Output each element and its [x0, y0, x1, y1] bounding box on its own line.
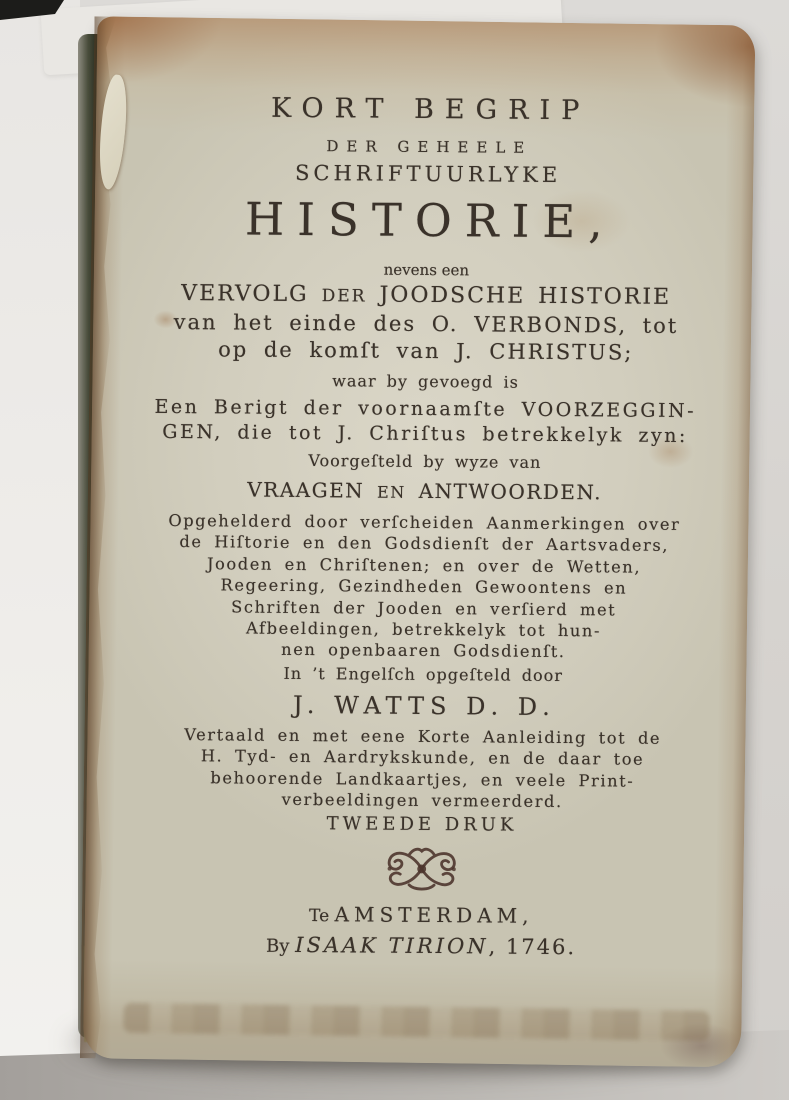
title-line-3: SCHRIFTUURLYKE — [294, 160, 562, 188]
text-segment: EN — [377, 482, 406, 502]
note-line-2: Voorgeſteld by wyze van — [308, 451, 542, 472]
text-segment: JOODSCHE HISTORIE — [366, 282, 672, 310]
note-line-1: waar by gevoegd is — [332, 371, 519, 392]
vraagen-line — [121, 476, 729, 509]
annotation-line-1: Opgehelderd door verſcheiden Aanmerkingen over — [168, 510, 681, 534]
text-segment: VRAAGEN — [247, 477, 378, 503]
title-text-block — [117, 91, 732, 965]
subtitle-connector: nevens een — [383, 260, 470, 280]
printer-ornament — [118, 842, 726, 897]
annotation-line-6: Afbeeldingen, betrekkelyk tot hun- — [245, 618, 602, 641]
subtitle-line-1 — [122, 280, 730, 314]
berigt-line-2: GEN, die tot J. Chriſtus betrekkelyk zyn: — [162, 420, 688, 448]
translation-line-3: behoorende Landkaartjes, en veele Print- — [210, 767, 635, 791]
backdrop-left-surface — [0, 0, 80, 1060]
title-line-4: HISTORIE, — [244, 192, 616, 249]
imprint-place-line — [117, 900, 725, 933]
text-segment: , 1746. — [488, 934, 577, 960]
title-line-2: DER GEHEELE — [326, 137, 533, 157]
printer-ornament-icon — [373, 844, 469, 895]
subtitle-line-2: van het einde des O. VERBONDS, tot — [173, 309, 679, 338]
subtitle-line-3: op de komſt van J. CHRISTUS; — [218, 337, 634, 365]
title-page — [83, 16, 755, 1067]
text-segment: ANTWOORDEN. — [405, 478, 603, 505]
author-intro-line: In ’t Engelſch opgeſteld door — [283, 663, 563, 685]
annotation-line-3: Jooden en Chriſtenen; en over de Wetten, — [206, 554, 642, 577]
text-segment: Te — [309, 906, 335, 927]
annotation-line-4: Regeering, Gezindheden Gewoontens en — [220, 575, 628, 598]
text-segment: DER — [321, 286, 367, 307]
water-stain-band — [123, 1003, 709, 1041]
text-segment: AMSTERDAM, — [334, 902, 534, 929]
text-segment: VERVOLG — [181, 281, 322, 308]
translation-line-1: Vertaald en met eene Korte Aanleiding tot de — [184, 724, 662, 748]
imprint-publisher-line — [117, 930, 725, 965]
text-segment: ISAAK TIRION — [295, 933, 489, 959]
translation-line-2: H. Tyd- en Aardrykskunde, en de daar toe — [200, 746, 645, 769]
annotation-line-2: de Hiſtorie en den Godsdienſt der Aartsvaders, — [179, 532, 670, 556]
title-line-1: KORT BEGRIP — [270, 92, 591, 127]
edition-line: TWEEDE DRUK — [326, 813, 518, 837]
translation-line-4: verbeeldingen vermeerderd. — [281, 789, 563, 812]
berigt-line-1: Een Berigt der voornaamſte VOORZEGGIN- — [154, 395, 697, 423]
annotation-line-5: Schriften der Jooden en verſierd met — [231, 597, 617, 620]
annotation-line-7: nen openbaaren Godsdienſt. — [281, 640, 566, 662]
author-line: J. WATTS D. D. — [293, 690, 556, 721]
text-segment: By — [265, 936, 296, 958]
